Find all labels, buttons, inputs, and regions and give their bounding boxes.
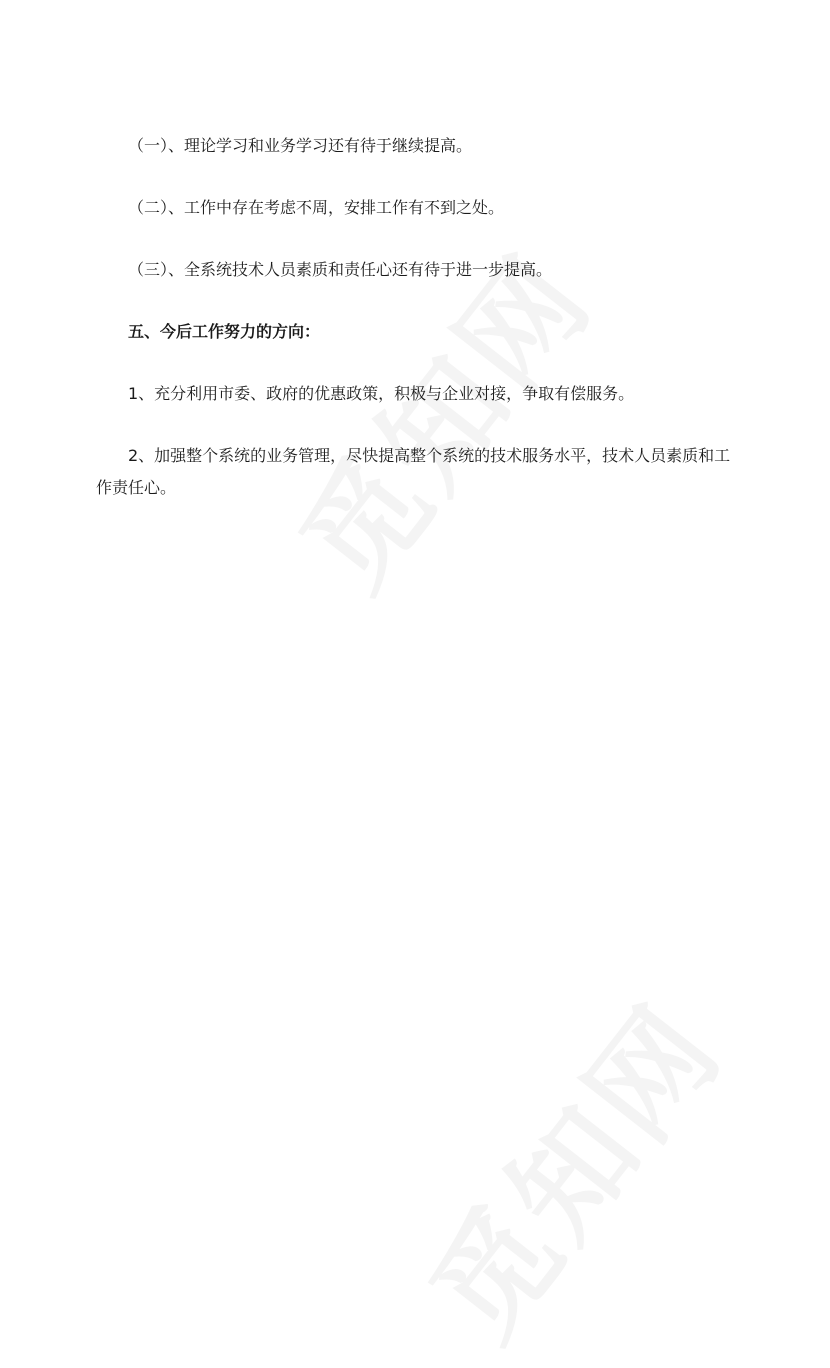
watermark (385, 964, 753, 1368)
paragraph-direction-2: 2、加强整个系统的业务管理，尽快提高整个系统的技术服务水平，技术人员素质和工作责任心。 (96, 446, 731, 497)
paragraph-direction-1: 1、充分利用市委、政府的优惠政策，积极与企业对接，争取有偿服务。 (128, 384, 635, 403)
section-heading: 五、今后工作努力的方向： (128, 322, 321, 341)
paragraph-issue-3: （三）、全系统技术人员素质和责任心还有待于进一步提高。 (128, 260, 553, 279)
document-body (96, 130, 736, 504)
paragraph-issue-2: （二）、工作中存在考虑不周，安排工作有不到之处。 (128, 198, 505, 217)
paragraph-issue-1: （一）、理论学习和业务学习还有待于继续提高。 (128, 136, 473, 155)
